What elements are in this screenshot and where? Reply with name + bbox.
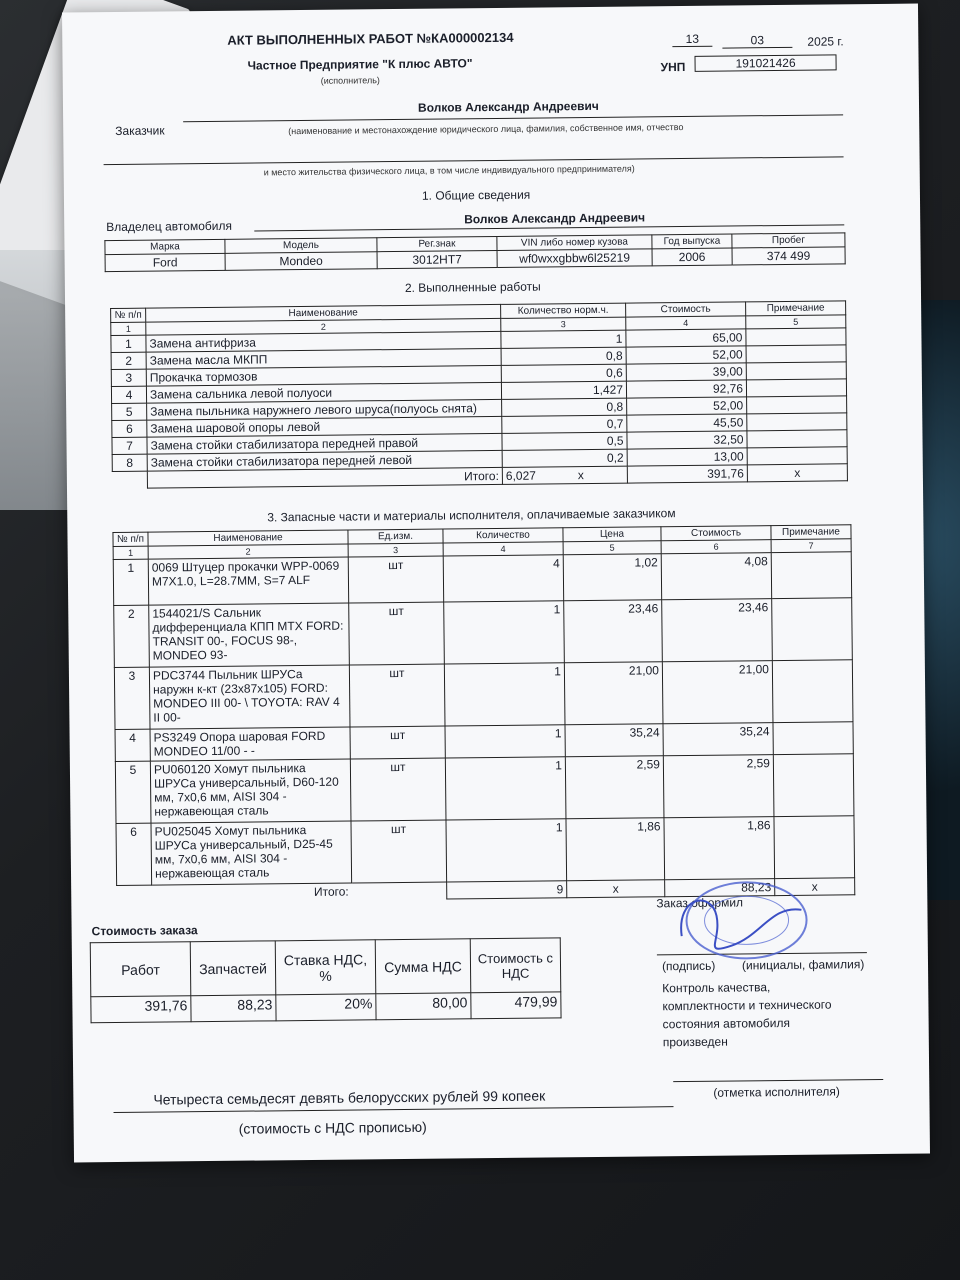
works-colnum: 2 xyxy=(146,318,501,335)
row-unit: шт xyxy=(349,602,445,665)
vehicle-header-reg: Рег.знак xyxy=(377,236,497,251)
row-qty: 0,8 xyxy=(502,398,627,416)
document-title: АКТ ВЫПОЛНЕННЫХ РАБОТ №КА000002134 xyxy=(227,29,514,48)
works-header-num: № п/п xyxy=(111,308,146,322)
row-cost: 65,00 xyxy=(626,329,746,347)
amount-caption: (стоимость с НДС прописью) xyxy=(238,1118,427,1137)
row-unit: шт xyxy=(351,820,447,883)
summary-table xyxy=(90,937,562,1023)
vehicle-reg: 3012HT7 xyxy=(377,250,497,268)
customer-line xyxy=(183,114,843,122)
works-total-x: x xyxy=(577,468,584,483)
parts-colnum: 4 xyxy=(443,542,563,556)
works-header-note: Примечание xyxy=(746,301,846,316)
row-qty: 1 xyxy=(501,330,626,348)
vehicle-header-make: Марка xyxy=(105,239,225,254)
row-name: Замена сальника левой полуоси xyxy=(146,382,501,403)
parts-header-cost: Стоимость xyxy=(661,526,771,541)
quality-text-2: комплектности и технического xyxy=(662,997,832,1014)
parts-header-num: № п/п xyxy=(113,532,148,546)
parts-total-label: Итого: xyxy=(313,884,349,899)
row-num: 1 xyxy=(113,559,148,605)
parts-header-unit: Ед.изм. xyxy=(348,529,443,544)
table-row xyxy=(113,552,851,606)
row-cost: 39,00 xyxy=(626,363,746,381)
parts-header-name: Наименование xyxy=(148,530,348,546)
summary-header-total: Стоимость с НДС xyxy=(470,938,561,993)
section1-title: 1. Общие сведения xyxy=(421,187,531,203)
vehicle-header-model: Модель xyxy=(225,238,377,254)
works-total-cost: 391,76 xyxy=(627,465,747,483)
row-name: Замена шаровой опоры левой xyxy=(147,416,502,437)
row-qty: 1,427 xyxy=(501,381,626,399)
row-note xyxy=(772,660,853,723)
row-num: 8 xyxy=(112,454,147,471)
row-note xyxy=(774,816,855,879)
row-cost: 21,00 xyxy=(662,661,773,724)
mark-caption: (отметка исполнителя) xyxy=(713,1084,840,1100)
row-cost: 92,76 xyxy=(626,380,746,398)
vehicle-make: Ford xyxy=(105,253,225,271)
summary-header-vat-sum: Сумма НДС xyxy=(375,939,471,994)
order-label: Заказ оформил xyxy=(656,895,744,911)
table-row xyxy=(114,598,853,668)
works-header-name: Наименование xyxy=(146,304,501,322)
parts-total-x2: x xyxy=(775,878,855,896)
row-qty: 0,5 xyxy=(502,432,627,450)
row-note xyxy=(746,328,846,346)
company-stamp xyxy=(671,875,822,977)
row-note xyxy=(773,722,853,755)
summary-header-parts: Запчастей xyxy=(190,941,276,996)
row-qty: 0,2 xyxy=(502,449,627,467)
row-unit: шт xyxy=(350,726,445,759)
row-qty: 0,7 xyxy=(502,415,627,433)
initials-caption: (инициалы, фамилия) xyxy=(741,957,865,973)
row-num: 4 xyxy=(115,729,150,761)
row-cost: 4,08 xyxy=(661,553,771,600)
row-unit: шт xyxy=(348,556,443,603)
works-total-label: Итого: xyxy=(147,467,502,488)
row-note xyxy=(746,379,846,397)
parts-colnum: 5 xyxy=(563,541,661,555)
date-month: 03 xyxy=(722,33,792,49)
table-row xyxy=(115,754,854,824)
parts-colnum: 3 xyxy=(348,543,443,557)
row-note xyxy=(772,598,853,661)
row-name: Замена антифриза xyxy=(146,331,501,352)
vehicle-header-vin: VIN либо номер кузова xyxy=(497,235,652,251)
row-cost: 2,59 xyxy=(663,755,774,818)
executor-caption: (исполнитель) xyxy=(320,75,380,86)
row-unit: шт xyxy=(350,758,446,821)
row-name: PU060120 Хомут пыльника ШРУСа универсальный, D60-120 мм, 7x0,6 мм, AISI 304 - нержавеющая сталь xyxy=(150,759,351,823)
summary-title: Стоимость заказа xyxy=(91,923,198,939)
works-header-cost: Стоимость xyxy=(626,302,746,317)
row-qty: 1 xyxy=(446,819,567,882)
row-qty: 4 xyxy=(443,555,563,602)
unp-value: 191021426 xyxy=(694,54,836,71)
works-colnum: 4 xyxy=(626,316,746,330)
row-name: Замена пыльника наружнего левого шруса(полуось снята) xyxy=(147,399,502,420)
row-name: PS3249 Опора шаровая FORD MONDEO 11/00 - - xyxy=(150,727,350,761)
summary-total: 479,99 xyxy=(471,992,561,1019)
summary-works: 391,76 xyxy=(91,996,191,1023)
row-cost: 52,00 xyxy=(627,397,747,415)
sign-caption: (подпись) xyxy=(661,958,716,974)
row-num: 6 xyxy=(116,823,152,885)
row-num: 2 xyxy=(111,352,146,369)
row-num: 5 xyxy=(112,403,147,420)
works-total-x2: x xyxy=(747,464,847,482)
parts-header-qty: Количество xyxy=(443,528,563,543)
summary-header-vat-rate: Ставка НДС, % xyxy=(275,940,376,995)
row-cost: 52,00 xyxy=(626,346,746,364)
row-note xyxy=(747,396,847,414)
row-price: 2,59 xyxy=(565,756,664,819)
row-qty: 1 xyxy=(445,725,565,758)
parts-colnum: 7 xyxy=(771,539,851,553)
owner-label: Владелец автомобиля xyxy=(106,218,232,235)
row-cost: 23,46 xyxy=(662,599,773,662)
quality-text-4: произведен xyxy=(662,1034,728,1050)
summary-header-works: Работ xyxy=(90,942,191,997)
row-num: 2 xyxy=(114,605,150,667)
vehicle-table xyxy=(104,232,845,272)
vehicle-year: 2006 xyxy=(652,248,732,266)
unp-label: УНП xyxy=(660,59,686,75)
row-note xyxy=(773,754,854,817)
row-unit: шт xyxy=(349,664,445,727)
customer-caption-1: (наименование и местонахождение юридического лица, фамилия, собственное имя, отчество xyxy=(288,122,684,137)
vehicle-header-mileage: Пробег xyxy=(732,233,845,248)
parts-table xyxy=(112,524,855,903)
row-name: 0069 Штуцер прокачки WPP-0069 M7X1.0, L=28.7MM, S=7 ALF xyxy=(148,557,348,605)
row-note xyxy=(771,552,851,599)
owner-name: Волков Александр Андреевич xyxy=(464,210,646,227)
signature-scribble xyxy=(681,900,802,950)
row-qty: 1 xyxy=(444,601,565,664)
section3-title: 3. Запасные части и материалы исполнителя, оплачиваемые заказчиком xyxy=(267,506,676,525)
summary-vat-sum: 80,00 xyxy=(376,993,471,1020)
summary-vat-rate: 20% xyxy=(276,994,376,1021)
quality-text-3: состояния автомобиля xyxy=(662,1015,791,1032)
row-qty: 0,8 xyxy=(501,347,626,365)
works-colnum: 5 xyxy=(746,315,846,329)
row-note xyxy=(747,413,847,431)
customer-name: Волков Александр Андреевич xyxy=(417,98,599,115)
vehicle-model: Mondeo xyxy=(225,252,377,271)
amount-line xyxy=(114,1106,674,1113)
row-price: 23,46 xyxy=(564,600,663,663)
parts-colnum: 2 xyxy=(148,544,348,559)
row-qty: 1 xyxy=(444,663,565,726)
works-table xyxy=(110,300,848,489)
row-cost: 45,50 xyxy=(627,414,747,432)
section2-title: 2. Выполненные работы xyxy=(404,279,541,295)
table-row xyxy=(114,660,853,730)
parts-colnum: 1 xyxy=(113,546,148,559)
row-qty: 0,6 xyxy=(501,364,626,382)
works-colnum: 3 xyxy=(501,317,626,331)
customer-line-2 xyxy=(104,156,844,165)
amount-in-words: Четыреста семьдесят девять белорусских рублей 99 копеек xyxy=(153,1087,546,1108)
row-note xyxy=(747,447,847,465)
executor-name: Частное Предприятие "К плюс АВТО" xyxy=(247,56,473,73)
quality-text-1: Контроль качества, xyxy=(662,980,771,996)
works-total-qty: 6,027 xyxy=(505,468,536,483)
row-qty: 1 xyxy=(445,757,566,820)
vehicle-mileage: 374 499 xyxy=(732,247,845,265)
row-cost: 32,50 xyxy=(627,431,747,449)
document-sheet xyxy=(62,4,930,1163)
row-price: 35,24 xyxy=(565,724,663,757)
row-num: 3 xyxy=(114,667,150,729)
row-name: 1544021/S Сальник дифференциала КПП MTX FORD: TRANSIT 00-, FOCUS 98-, MONDEO 93- xyxy=(149,603,350,667)
date-year: 2025 г. xyxy=(807,34,844,49)
row-price: 1,86 xyxy=(566,818,665,881)
row-price: 21,00 xyxy=(564,662,663,725)
works-colnum: 1 xyxy=(111,322,146,335)
works-header-qty: Количество норм.ч. xyxy=(501,303,626,318)
row-note xyxy=(746,345,846,363)
row-note xyxy=(747,430,847,448)
date-day: 13 xyxy=(672,32,712,47)
row-name: PDC3744 Пыльник ШРУСа наружн к-кт (23x87x105) FORD: MONDEO III 00- \ TOYOTA: RAV 4 II 00- xyxy=(149,665,350,729)
row-num: 7 xyxy=(112,437,147,454)
row-name: Замена стойки стабилизатора передней правой xyxy=(147,433,502,454)
parts-header-note: Примечание xyxy=(771,525,851,540)
summary-parts: 88,23 xyxy=(191,995,276,1022)
row-price: 1,02 xyxy=(563,554,661,601)
row-cost: 1,86 xyxy=(664,817,775,880)
row-num: 4 xyxy=(111,386,146,403)
mark-line xyxy=(673,1079,883,1082)
parts-total-x: x xyxy=(567,880,665,898)
row-name: Прокачка тормозов xyxy=(146,365,501,386)
customer-caption-2: и место жительства физического лица, в том числе индивидуального предпринимателя) xyxy=(263,163,635,178)
row-num: 5 xyxy=(115,761,151,823)
vehicle-header-year: Год выпуска xyxy=(652,234,732,249)
parts-header-price: Цена xyxy=(563,527,661,542)
row-cost: 13,00 xyxy=(627,448,747,466)
row-note xyxy=(746,362,846,380)
parts-total-cost: 88,23 xyxy=(665,879,775,897)
parts-colnum: 6 xyxy=(661,540,771,554)
row-name: Замена масла МКПП xyxy=(146,348,501,369)
customer-label: Заказчик xyxy=(115,123,165,138)
row-num: 1 xyxy=(111,335,146,352)
row-name: Замена стойки стабилизатора передней левой xyxy=(147,450,502,471)
row-num: 6 xyxy=(112,420,147,437)
row-cost: 35,24 xyxy=(663,723,773,756)
parts-total-qty: 9 xyxy=(447,881,567,899)
row-num: 3 xyxy=(111,369,146,386)
row-name: PU025045 Хомут пыльника ШРУСа универсальный, D25-45 мм, 7x0,6 мм, AISI 304 - нержавеющая сталь xyxy=(151,821,352,885)
vehicle-vin: wf0wxxgbbw6l25219 xyxy=(497,249,652,268)
